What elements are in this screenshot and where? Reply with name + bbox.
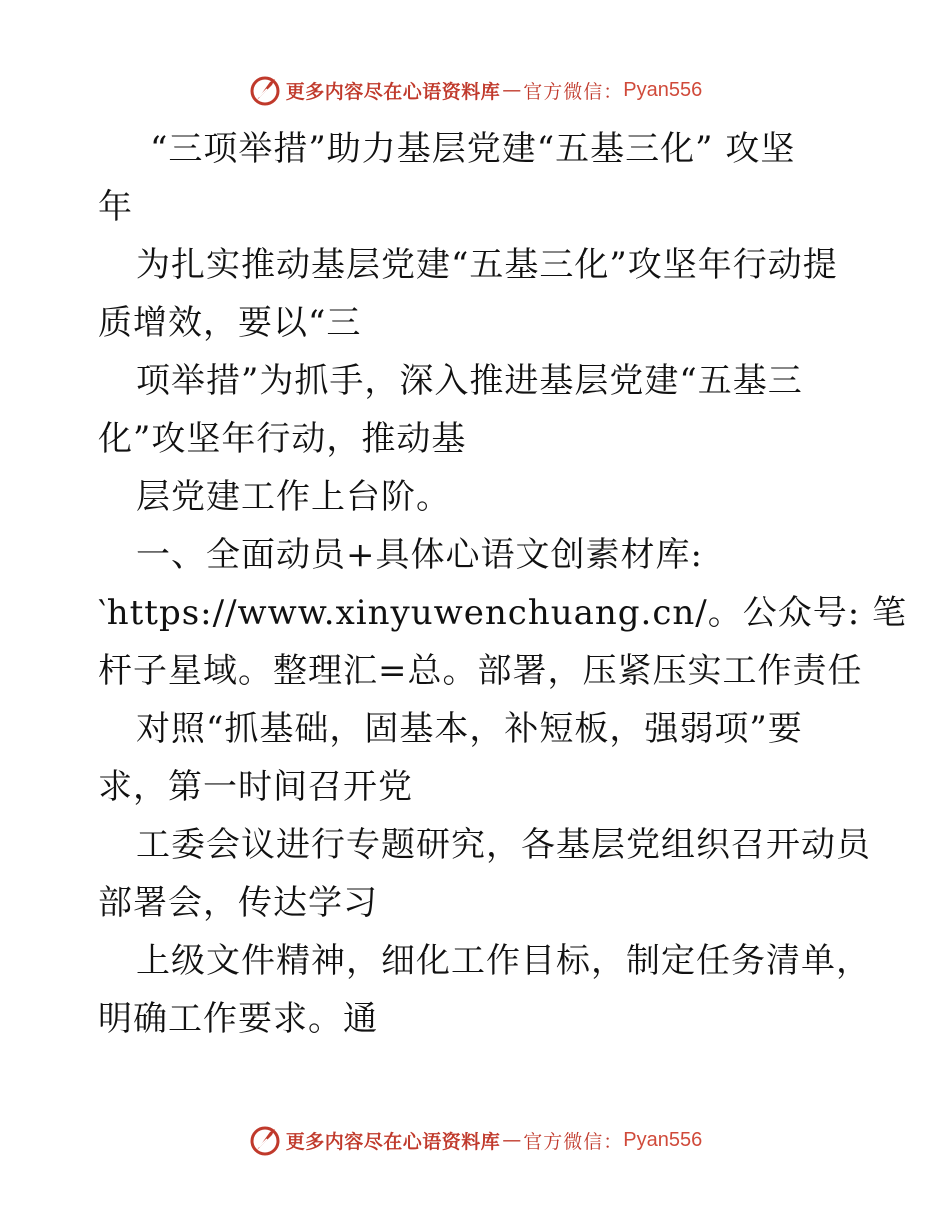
section-heading-line: 一、全面动员+具体心语文创素材库:: [136, 535, 703, 575]
watermark-wechat-id: Pyan556: [623, 78, 703, 101]
quill-logo-icon: [248, 1123, 282, 1157]
watermark-wechat-label: 官方微信：: [523, 80, 624, 103]
quill-logo-icon: [248, 73, 282, 107]
paragraph-line: 明确工作要求。通: [98, 999, 378, 1039]
watermark-wechat-label: 官方微信：: [523, 1130, 624, 1153]
paragraph-line: 对照“抓基础，固基本，补短板，强弱项”要: [136, 709, 803, 749]
watermark-wechat-id: Pyan556: [623, 1128, 703, 1151]
watermark-banner-bottom: [0, 1120, 950, 1160]
paragraph-line: 项举措”为抓手，深入推进基层党建“五基三: [136, 361, 803, 401]
paragraph-line: ‵https://www.xinyuwenchuang.cn/。公众号: 笔: [98, 593, 908, 633]
watermark-brand-text: 更多内容尽在心语资料库: [285, 1130, 501, 1153]
watermark-separator: —: [502, 79, 522, 101]
document-title-line: “三项举措”助力基层党建“五基三化” 攻坚: [150, 129, 796, 169]
paragraph-line: 层党建工作上台阶。: [136, 477, 451, 517]
paragraph-line: 化”攻坚年行动，推动基: [98, 419, 467, 459]
paragraph-line: 杆子星域。整理汇=总。部署，压紧压实工作责任: [98, 651, 863, 691]
watermark-banner-top: [0, 70, 950, 110]
watermark-separator: —: [502, 1129, 522, 1151]
paragraph-line: 求，第一时间召开党: [98, 767, 413, 807]
document-title-line: 年: [98, 187, 133, 227]
paragraph-line: 上级文件精神，细化工作目标，制定任务清单，: [136, 941, 871, 981]
paragraph-line: 部署会，传达学习: [98, 883, 378, 923]
document-body: [98, 120, 908, 1048]
paragraph-line: 工委会议进行专题研究，各基层党组织召开动员: [136, 825, 871, 865]
paragraph-line: 质增效，要以“三: [98, 303, 362, 343]
watermark-brand-text: 更多内容尽在心语资料库: [285, 80, 501, 103]
paragraph-line: 为扎实推动基层党建“五基三化”攻坚年行动提: [136, 245, 838, 285]
